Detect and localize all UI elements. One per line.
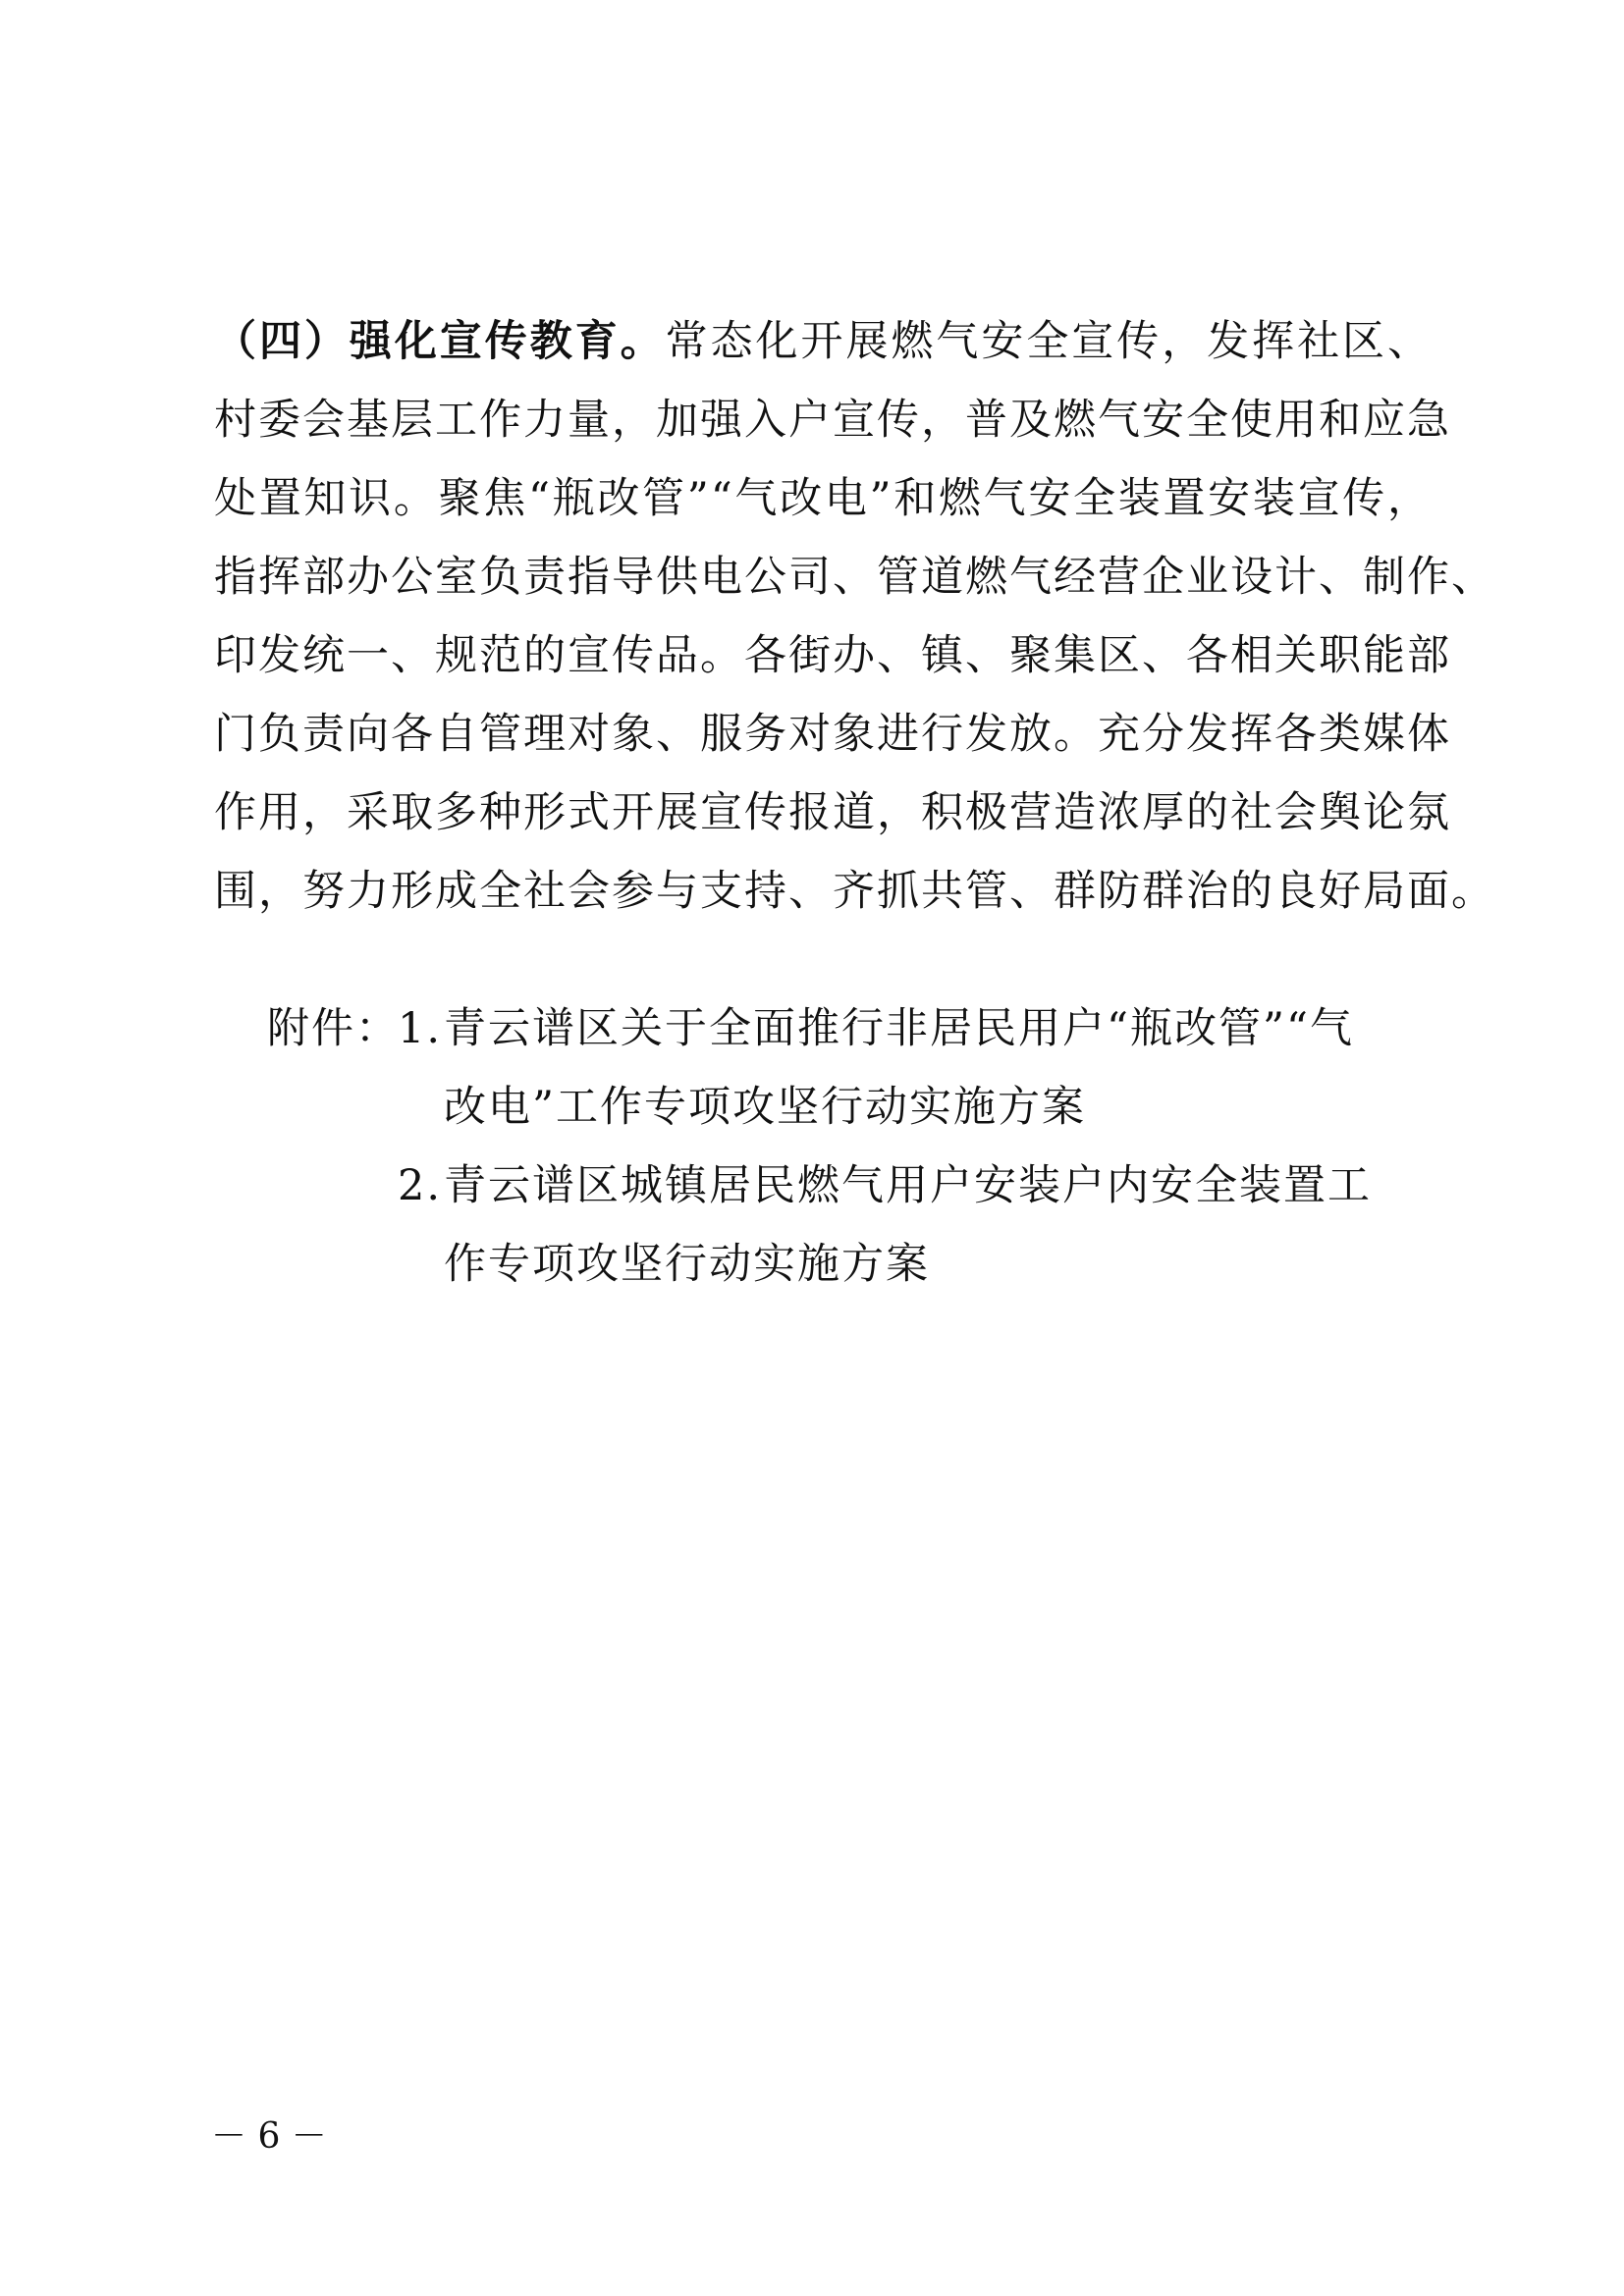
attachments-label: 附件： [267, 1004, 400, 1053]
attachment-title-1-line-1: 青云谱区关于全面推行非居民用户“瓶改管”“气 [444, 1004, 1354, 1053]
paragraph-line-7: 作用，采取多种形式开展宣传报道，积极营造浓厚的社会舆论氛 [214, 788, 1451, 837]
paragraph-text: 常态化开展燃气安全宣传，发挥社区、 [665, 317, 1433, 366]
attachment-number-1: 1. [398, 1004, 443, 1053]
attachment-title-2-line-1: 青云谱区城镇居民燃气用户安装户内安全装置工 [444, 1161, 1372, 1210]
paragraph-line-2: 村委会基层工作力量，加强入户宣传，普及燃气安全使用和应急 [214, 396, 1451, 445]
page-number: － 6 － [211, 2116, 327, 2157]
paragraph-line-4: 指挥部办公室负责指导供电公司、管道燃气经营企业设计、制作、 [214, 553, 1495, 602]
section-heading: （四）强化宣传教育。 [214, 317, 666, 366]
paragraph-line-6: 门负责向各自管理对象、服务对象进行发放。充分发挥各类媒体 [214, 710, 1451, 759]
attachment-number-2: 2. [398, 1161, 443, 1210]
attachment-title-2-line-2: 作专项攻坚行动实施方案 [444, 1240, 930, 1289]
paragraph-line-8: 围，努力形成全社会参与支持、齐抓共管、群防群治的良好局面。 [214, 867, 1495, 916]
paragraph-line-3: 处置知识。聚焦“瓶改管”“气改电”和燃气安全装置安装宣传， [214, 474, 1432, 523]
paragraph-line-1 [214, 302, 1432, 381]
paragraph-line-5: 印发统一、规范的宣传品。各街办、镇、聚集区、各相关职能部 [214, 631, 1451, 680]
attachment-title-1-line-2: 改电”工作专项攻坚行动实施方案 [444, 1083, 1086, 1132]
